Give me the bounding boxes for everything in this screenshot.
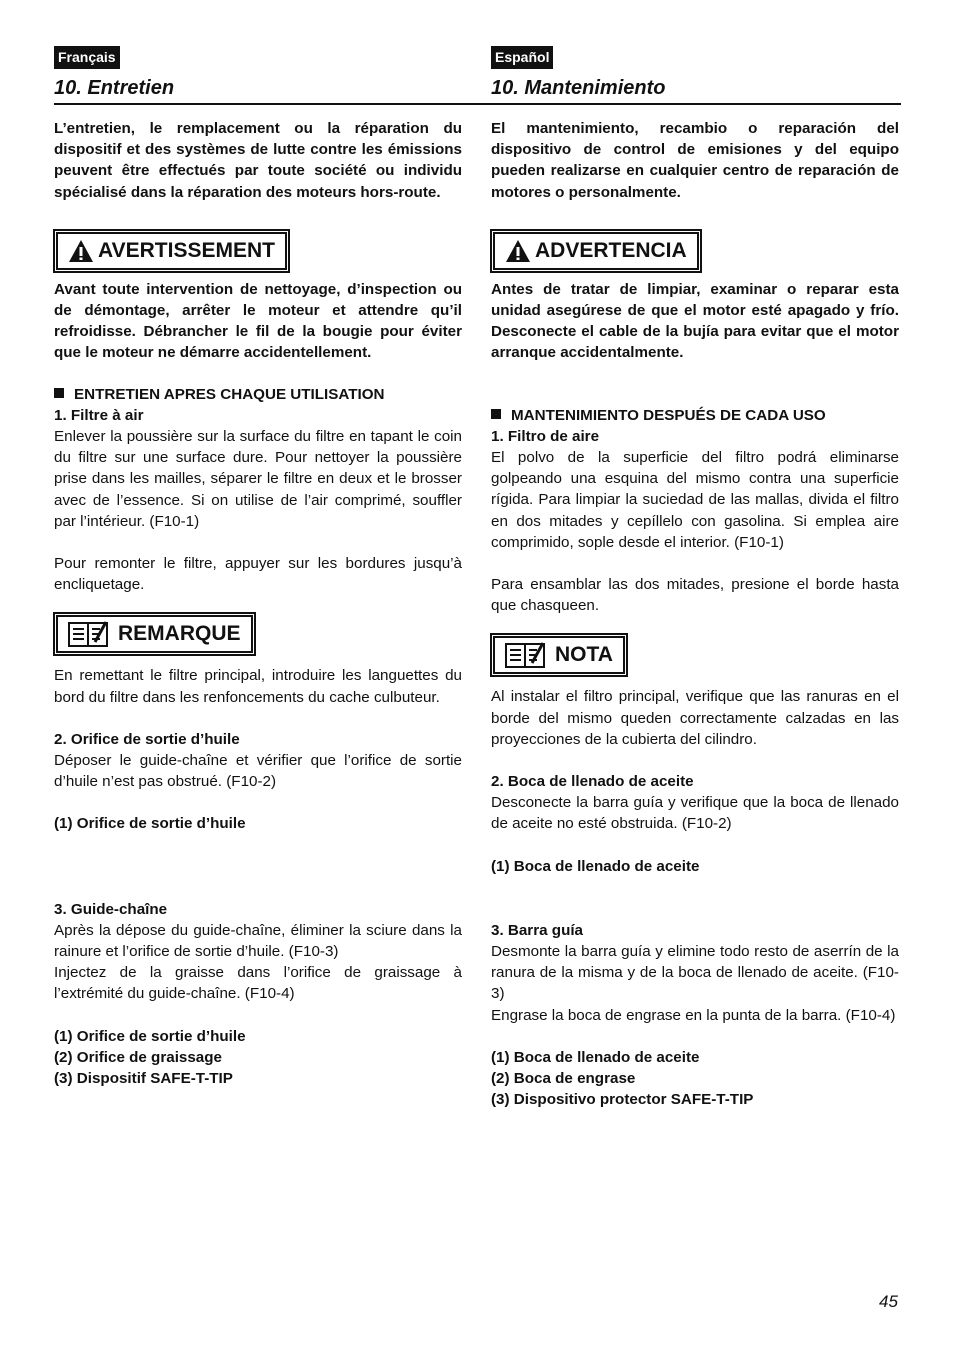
book-note-icon — [68, 620, 108, 648]
item1-title: 1. Filtre à air — [54, 406, 144, 424]
item3-caption: (3) Dispositivo protector SAFE-T-TIP — [491, 1091, 754, 1109]
warning-label: AVERTISSEMENT — [98, 238, 275, 262]
item1-text2: Para ensamblar las dos mitades, presione el borde hasta que chasqueen. — [491, 576, 899, 615]
square-bullet-icon — [54, 388, 64, 398]
item3-caption: (3) Dispositif SAFE-T-TIP — [54, 1070, 233, 1088]
item2-caption: (1) Boca de llenado de aceite — [491, 857, 700, 875]
intro-text: L’entretien, le remplacement ou la réparation du dispositif et des systèmes de lutte contre les émissions peuvent être effectués par toute société ou individu spécialisé dans la réparation des moteurs hors-route. — [54, 120, 462, 201]
book-note-icon — [505, 641, 545, 669]
warning-text: Antes de tratar de limpiar, examinar o reparar esta unidad asegúrese de que el motor esté apagado y frío. Desconecte el cable de la bujía para evitar que el motor arranque accidentalmente. — [491, 280, 899, 362]
item1-text: Enlever la poussière sur la surface du filtre en tapant le coin du filtre sur une surface dure. Pour nettoyer la poussière prise dans les mailles, séparer le filtre en deux et le brosser avec de l’essence. Si on utilise de l’air comprimé, souffler par l’intérieur. (F10-1) — [54, 428, 462, 530]
warning-box — [56, 232, 287, 270]
note-text: Al instalar el filtro principal, verifique que las ranuras en el borde del mismo queden correctamente calzadas en las proyecciones de la cubierta del cilindro. — [491, 688, 899, 748]
item2-text: Déposer le guide-chaîne et vérifier que l’orifice de sortie d’huile n’est pas obstrué. (F10-2) — [54, 752, 462, 791]
intro-text: El mantenimiento, recambio o reparación del dispositivo de control de emisiones y del equipo pueden realizarse en cualquier centro de reparación de motores o personalmente. — [491, 120, 899, 201]
item3-title: 3. Barra guía — [491, 921, 584, 939]
maintenance-heading: ENTRETIEN APRES CHAQUE UTILISATION — [54, 384, 462, 405]
item3-caption: (1) Boca de llenado de aceite — [491, 1048, 700, 1066]
note-label: NOTA — [555, 643, 613, 667]
warning-text: Avant toute intervention de nettoyage, d’inspection ou de démontage, arrêter le moteur et attendre qu’il refroidisse. Débrancher le fil de la bougie pour éviter que le moteur ne démarre accidentellement. — [54, 280, 462, 362]
warning-label: ADVERTENCIA — [535, 238, 687, 262]
item2-caption: (1) Orifice de sortie d’huile — [54, 815, 246, 833]
maintenance-heading: MANTENIMIENTO DESPUÉS DE CADA USO — [491, 405, 899, 426]
language-tag: Español — [491, 46, 553, 69]
note-text: En remettant le filtre principal, introduire les languettes du bord du filtre dans les renfoncements du cache culbuteur. — [54, 667, 462, 706]
note-box — [493, 636, 625, 674]
item3-title: 3. Guide-chaîne — [54, 900, 168, 918]
square-bullet-icon — [491, 409, 501, 419]
french-column — [54, 46, 462, 1089]
note-label: REMARQUE — [118, 622, 241, 646]
note-box — [56, 615, 253, 653]
warning-box — [493, 232, 699, 270]
spanish-column — [491, 46, 899, 1111]
item3-caption: (2) Boca de engrase — [491, 1070, 636, 1088]
item1-text: El polvo de la superficie del filtro podrá eliminarse golpeando una esquina del mismo contra una superficie rígida. Para limpiar la suciedad de las mallas, divida el filtro en dos mitades y cepíllelo con gasolina. Si emplea aire comprimido, sople desde el interior. (F10-1) — [491, 449, 899, 551]
item3-text2: Injectez de la graisse dans l’orifice de graissage à l’extrémité du guide-chaîne. (F10-4) — [54, 964, 462, 1003]
warning-icon — [68, 239, 94, 263]
item3-text: Desmonte la barra guía y elimine todo resto de aserrín de la ranura de la misma y de la boca de llenado de aceite. (F10-3) — [491, 943, 899, 1003]
item2-text: Desconecte la barra guía y verifique que la boca de llenado de aceite no esté obstruida. (F10-2) — [491, 794, 899, 833]
item3-caption: (1) Orifice de sortie d’huile — [54, 1027, 246, 1045]
item3-caption: (2) Orifice de graissage — [54, 1048, 222, 1066]
item3-text: Après la dépose du guide-chaîne, éliminer la sciure dans la rainure et l’orifice de sortie d’huile. (F10-3) — [54, 921, 462, 961]
language-tag: Français — [54, 46, 120, 69]
section-title: 10. Mantenimiento — [491, 77, 666, 99]
item2-title: 2. Boca de llenado de aceite — [491, 773, 694, 791]
page-number: 45 — [879, 1292, 898, 1311]
item2-title: 2. Orifice de sortie d’huile — [54, 730, 240, 748]
item1-title: 1. Filtro de aire — [491, 427, 600, 445]
warning-icon — [505, 239, 531, 263]
item1-text2: Pour remonter le filtre, appuyer sur les bordures jusqu’à encliquetage. — [54, 555, 462, 594]
section-title: 10. Entretien — [54, 77, 175, 99]
item3-text2: Engrase la boca de engrase en la punta de la barra. (F10-4) — [491, 1006, 896, 1024]
